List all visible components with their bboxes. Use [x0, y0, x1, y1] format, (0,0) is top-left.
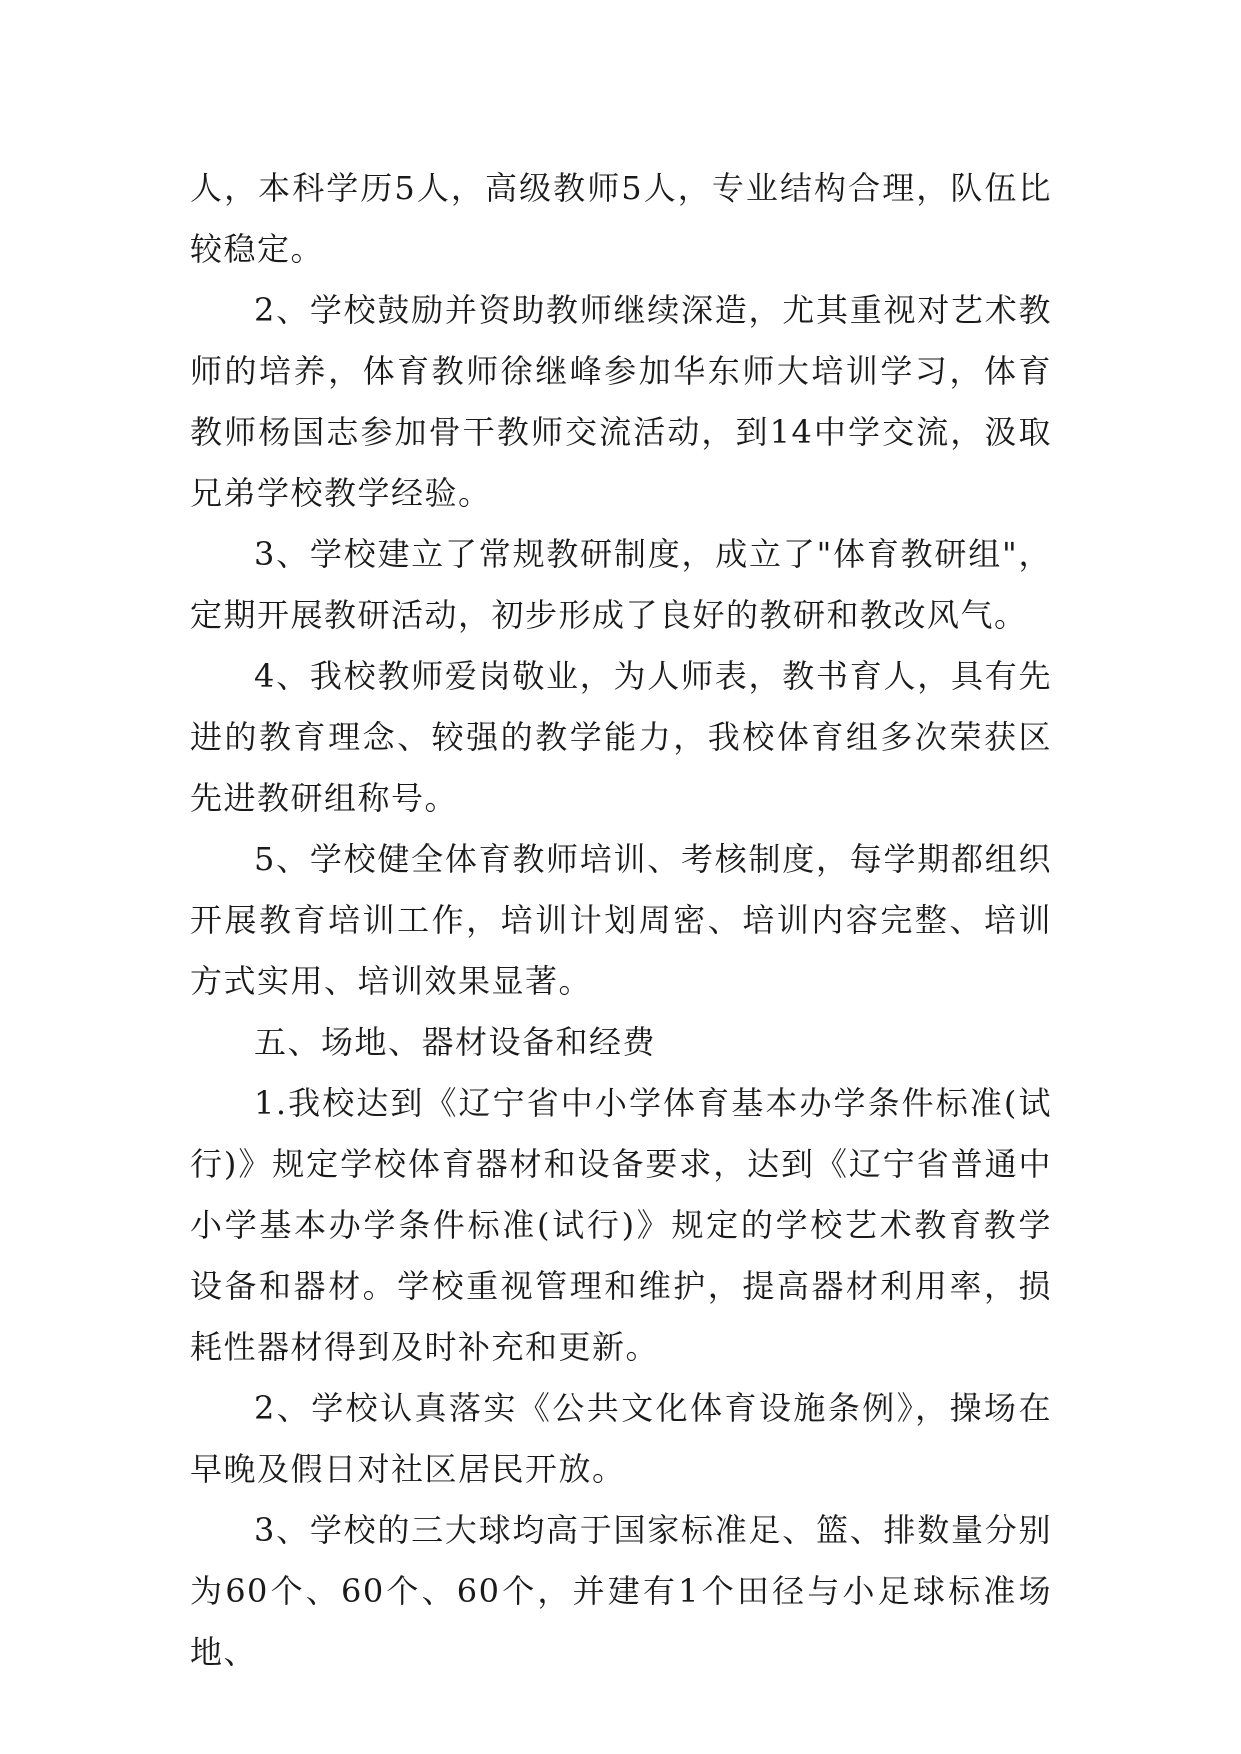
paragraph-training-assessment: 5、学校健全体育教师培训、考核制度，每学期都组织开展教育培训工作，培训计划周密、培训内容完整、培训方式实用、培训效果显著。	[190, 840, 1052, 1000]
paragraph-ball-equipment: 3、学校的三大球均高于国家标准足、篮、排数量分别为60个、60个、60个，并建有1个田径与小足球标准场地、	[190, 1511, 1052, 1671]
paragraph-equipment-standards: 1.我校达到《辽宁省中小学体育基本办学条件标准(试行)》规定学校体育器材和设备要求，达到《辽宁省普通中小学基本办学条件标准(试行)》规定的学校艺术教育教学设备和器材。学校重视管理和维护，提高器材利用率，损耗性器材得到及时补充和更新。	[190, 1084, 1052, 1366]
paragraph-continuation: 人，本科学历5人，高级教师5人，专业结构合理，队伍比较稳定。	[190, 169, 1052, 268]
document-page	[190, 158, 1052, 1683]
paragraph-teacher-dedication: 4、我校教师爱岗敬业，为人师表，教书育人，具有先进的教育理念、较强的教学能力，我校体育组多次荣获区先进教研组称号。	[190, 657, 1052, 817]
paragraph-teacher-training: 2、学校鼓励并资助教师继续深造，尤其重视对艺术教师的培养，体育教师徐继峰参加华东师大培训学习，体育教师杨国志参加骨干教师交流活动，到14中学交流，汲取兄弟学校教学经验。	[190, 291, 1052, 512]
paragraph-teaching-research-system: 3、学校建立了常规教研制度，成立了"体育教研组"，定期开展教研活动，初步形成了良好的教研和教改风气。	[190, 535, 1052, 634]
section-heading-facilities: 五、场地、器材设备和经费	[254, 1023, 657, 1061]
paragraph-public-facilities: 2、学校认真落实《公共文化体育设施条例》，操场在早晚及假日对社区居民开放。	[190, 1389, 1052, 1488]
